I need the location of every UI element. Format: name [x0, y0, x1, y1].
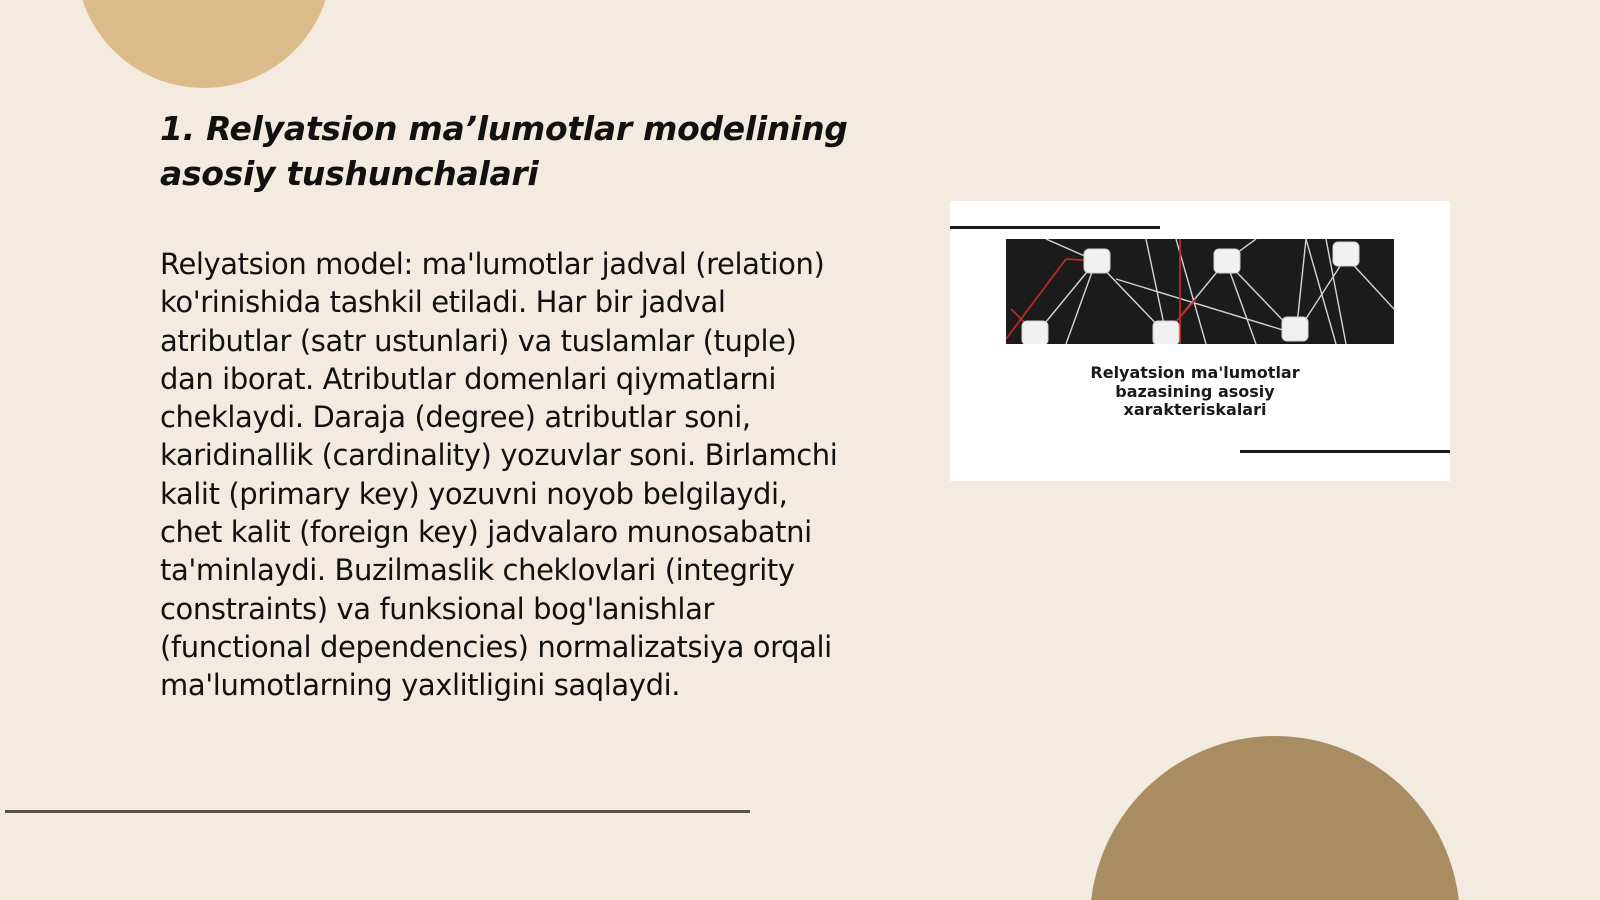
card-bottom-line: [1240, 450, 1450, 453]
network-nodes-graphic: [1006, 239, 1394, 344]
network-nodes-icon: [1006, 239, 1394, 344]
bottom-divider-line: [5, 810, 750, 813]
slide-title: 1. Relyatsion ma’lumotlar modelining asosiy tushunchalari: [160, 109, 848, 193]
card-top-line: [950, 226, 1160, 229]
slide-body-text: Relyatsion model: ma'lumotlar jadval (relation) ko'rinishida tashkil etiladi. Har bir jadval atributlar (satr ustunlari) va tuslamlar (tuple) dan iborat. Atributlar domenlari qiymatlarni cheklaydi. Daraja (degree) atributlar soni, karidinallik (cardinality) yozuvlar soni. Birlamchi kalit (primary key) yozuvni noyob belgilaydi, chet kalit (foreign key) jadvalaro munosabatni ta'minlaydi. Buzilmaslik cheklovlari (integrity constraints) va funksional bog'lanishlar (functional dependencies) normalizatsiya orqali ma'lumotlarning yaxlitligini saqlaydi.: [160, 247, 838, 703]
image-card: [950, 201, 1450, 481]
decorative-circle-top: [76, 0, 332, 88]
decorative-circle-bottom: [1090, 736, 1460, 900]
image-caption: Relyatsion ma'lumotlar bazasining asosiy xarakteriskalari: [1090, 363, 1300, 419]
